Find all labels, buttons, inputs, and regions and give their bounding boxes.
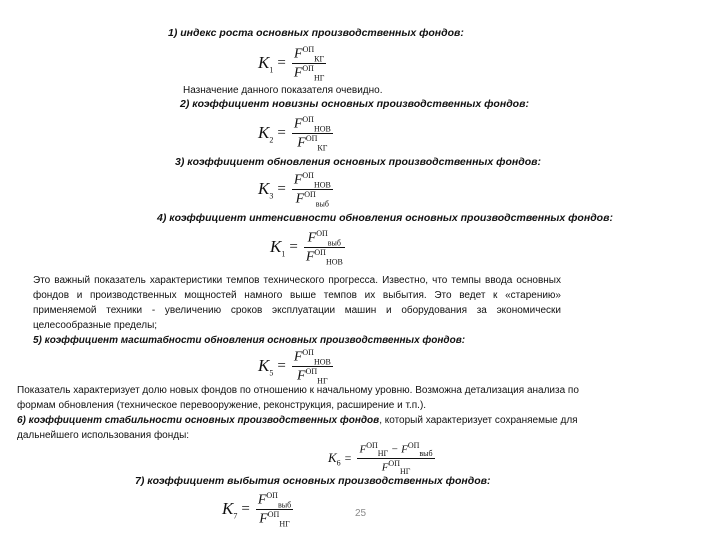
heading-novelty: 2) коэффициент новизны основных производственных фондов: xyxy=(180,98,529,110)
formula-k7-retirement: $K_7$ = $\frac{F^{ОП}_{выб}}{F^{ОП}_{НГ}}$ xyxy=(222,491,292,529)
paragraph-tech-progress: Это важный показатель характеристики темпов технического прогресса. Известно, что темпы ввода основных фондов и производственных мощностей намного выше темпов их выбытия. Это ведет к «старению» применяемой техники - увеличению сроков эксплуатации машин и оборудования за экономически целесообразные пределы; 5) коэффициент масштабности обновления основных производственных фондов: xyxy=(33,275,561,346)
formula-k1-intensity: $K_1$ = $\frac{F^{ОП}_{выб}}{F^{ОП}_{НОВ}}$ xyxy=(270,229,343,267)
formula-k1-growth: $K_1$ = $\frac{F^{ОП}_{КГ}}{F^{ОП}_{НГ}}$ xyxy=(258,45,325,83)
formula-k5-scale: $K_5$ = $\frac{F^{ОП}_{НОВ}}{F^{ОП}_{НГ}}$ xyxy=(258,348,331,386)
heading-renewal: 3) коэффициент обновления основных производственных фондов: xyxy=(175,156,541,168)
paragraph-new-funds-share: Показатель характеризует долю новых фондов по отношению к начальному уровню. Возможна детализация анализа по формам обновления (техническое перевооружение, реконструкция, расширение и т.п.). 6) коэффициент стабильности основных производственных фондов, который характеризует сохраняемые для дальнейшего использования фонды: xyxy=(17,385,579,441)
heading-growth-index: 1) индекс роста основных производственных фондов: xyxy=(168,27,464,39)
page-number: 25 xyxy=(355,508,367,519)
heading-retirement: 7) коэффициент выбытия основных производственных фондов: xyxy=(135,475,491,487)
formula-k3-renewal: $K_3$ = $\frac{F^{ОП}_{НОВ}}{F^{ОП}_{выб}}$ xyxy=(258,171,331,209)
note-obvious: Назначение данного показателя очевидно. xyxy=(183,85,383,96)
formula-k2-novelty: $K_2$ = $\frac{F^{ОП}_{НОВ}}{F^{ОП}_{КГ}}$ xyxy=(258,115,331,153)
heading-renewal-intensity: 4) коэффициент интенсивности обновления основных производственных фондов: xyxy=(157,212,613,224)
formula-k6-stability: $K_6$ = $\frac{F^{ОП}_{НГ} - F^{ОП}_{выб}}{F^{ОП}_{НГ}}$ xyxy=(328,441,433,476)
